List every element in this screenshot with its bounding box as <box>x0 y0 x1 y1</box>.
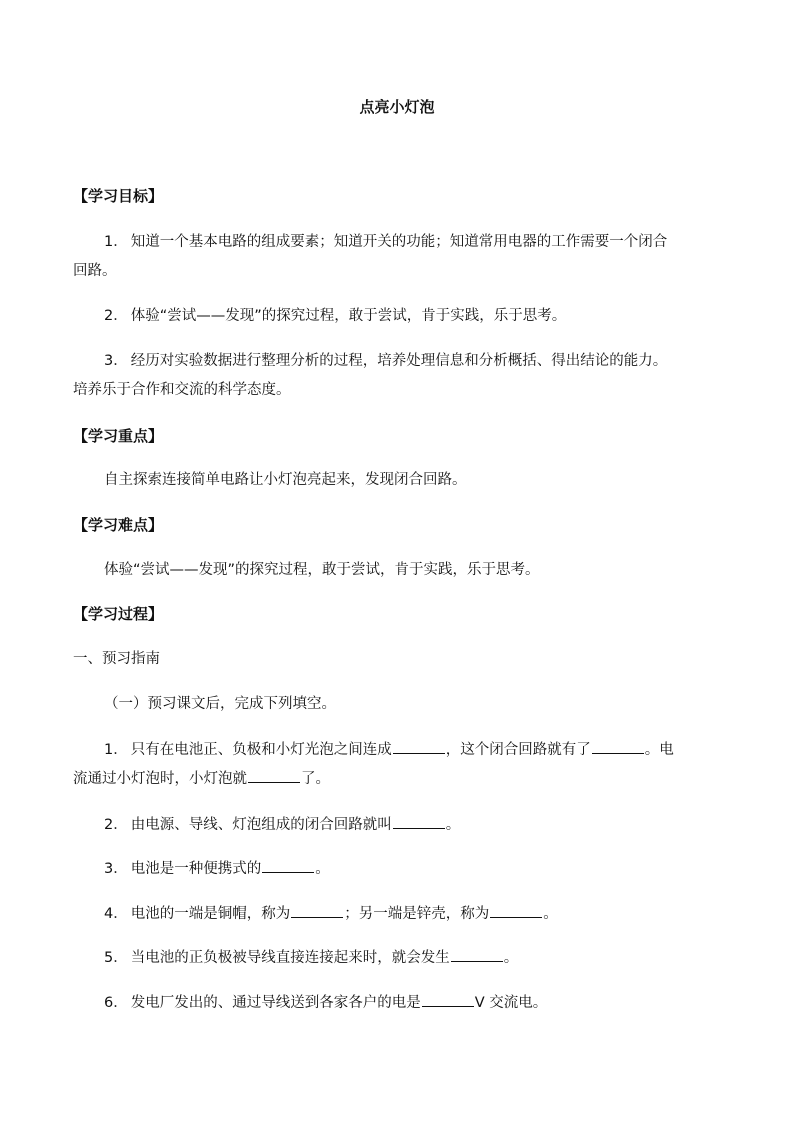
question-4-text-b: ；另一端是锌壳，称为 <box>344 906 490 922</box>
key-points-heading: 【学习重点】 <box>73 427 164 445</box>
goal-item-3-text: 经历对实验数据进行整理分析的过程，培养处理信息和分析概括、得出结论的能力。 <box>130 353 668 369</box>
question-2 <box>104 813 460 835</box>
question-3-text-b: 。 <box>315 861 330 877</box>
question-6-number: 6． <box>104 995 128 1011</box>
question-3-text-a: 电池是一种便携式的 <box>130 861 262 877</box>
question-1-text-b: ，这个闭合回路就有了 <box>445 742 591 758</box>
question-6-text-a: 发电厂发出的、通过导线送到各家各户的电是 <box>130 995 421 1011</box>
answer-blank <box>451 946 503 962</box>
question-1-text-e: 了。 <box>301 771 330 787</box>
question-4-number: 4． <box>104 906 128 922</box>
question-1-text-d: 流通过小灯泡时，小灯泡就 <box>73 771 247 787</box>
goal-item-3-continued: 培养乐于合作和交流的科学态度。 <box>73 382 291 398</box>
question-1-text-c: 。电 <box>644 742 674 758</box>
question-5 <box>104 946 518 968</box>
answer-blank <box>422 991 474 1007</box>
goal-item-2 <box>104 306 566 326</box>
question-4 <box>104 902 558 924</box>
goal-item-2-number: 2． <box>104 308 128 324</box>
question-1-continued <box>73 767 330 789</box>
question-2-number: 2． <box>104 817 128 833</box>
question-6 <box>104 991 547 1013</box>
goal-item-3-number: 3． <box>104 353 128 369</box>
question-5-number: 5． <box>104 950 128 966</box>
answer-blank <box>490 902 542 918</box>
goal-item-1-number: 1． <box>104 234 128 250</box>
difficulties-heading: 【学习难点】 <box>73 516 164 534</box>
key-points-text: 自主探索连接简单电路让小灯泡亮起来，发现闭合回路。 <box>104 472 467 488</box>
answer-blank <box>393 738 445 754</box>
question-4-text-a: 电池的一端是铜帽，称为 <box>130 906 291 922</box>
question-3-number: 3． <box>104 861 128 877</box>
goal-item-1-text: 知道一个基本电路的组成要素；知道开关的功能；知道常用电器的工作需要一个闭合 <box>130 234 668 250</box>
answer-blank <box>291 902 343 918</box>
question-2-text-a: 由电源、导线、灯泡组成的闭合回路就叫 <box>130 817 392 833</box>
answer-blank <box>393 813 445 829</box>
answer-blank <box>248 767 300 783</box>
question-2-text-b: 。 <box>445 817 461 833</box>
question-6-text-b: V 交流电。 <box>474 995 548 1011</box>
answer-blank <box>592 738 644 754</box>
goal-item-2-text: 体验“尝试——发现”的探究过程，敢于尝试，肯于实践，乐于思考。 <box>130 308 567 324</box>
difficulties-text: 体验“尝试——发现”的探究过程，敢于尝试，肯于实践，乐于思考。 <box>104 562 540 578</box>
document-title: 点亮小灯泡 <box>359 98 435 116</box>
section-preview-guide: 一、预习指南 <box>73 651 160 667</box>
question-4-text-c: 。 <box>543 906 558 922</box>
question-1-text-a: 只有在电池正、负极和小灯光泡之间连成 <box>130 742 392 758</box>
question-1 <box>104 738 674 760</box>
goals-heading: 【学习目标】 <box>73 187 164 205</box>
question-3 <box>104 857 330 879</box>
goal-item-3 <box>104 351 667 371</box>
question-1-number: 1． <box>104 742 128 758</box>
question-5-text-b: 。 <box>503 950 519 966</box>
goal-item-1-continued: 回路。 <box>73 263 117 279</box>
process-heading: 【学习过程】 <box>73 605 164 623</box>
goal-item-1 <box>104 232 667 252</box>
question-5-text-a: 当电池的正负极被导线直接连接起来时，就会发生 <box>130 950 450 966</box>
subsection-fill-blanks: （一）预习课文后，完成下列填空。 <box>104 696 336 712</box>
answer-blank <box>262 857 314 873</box>
